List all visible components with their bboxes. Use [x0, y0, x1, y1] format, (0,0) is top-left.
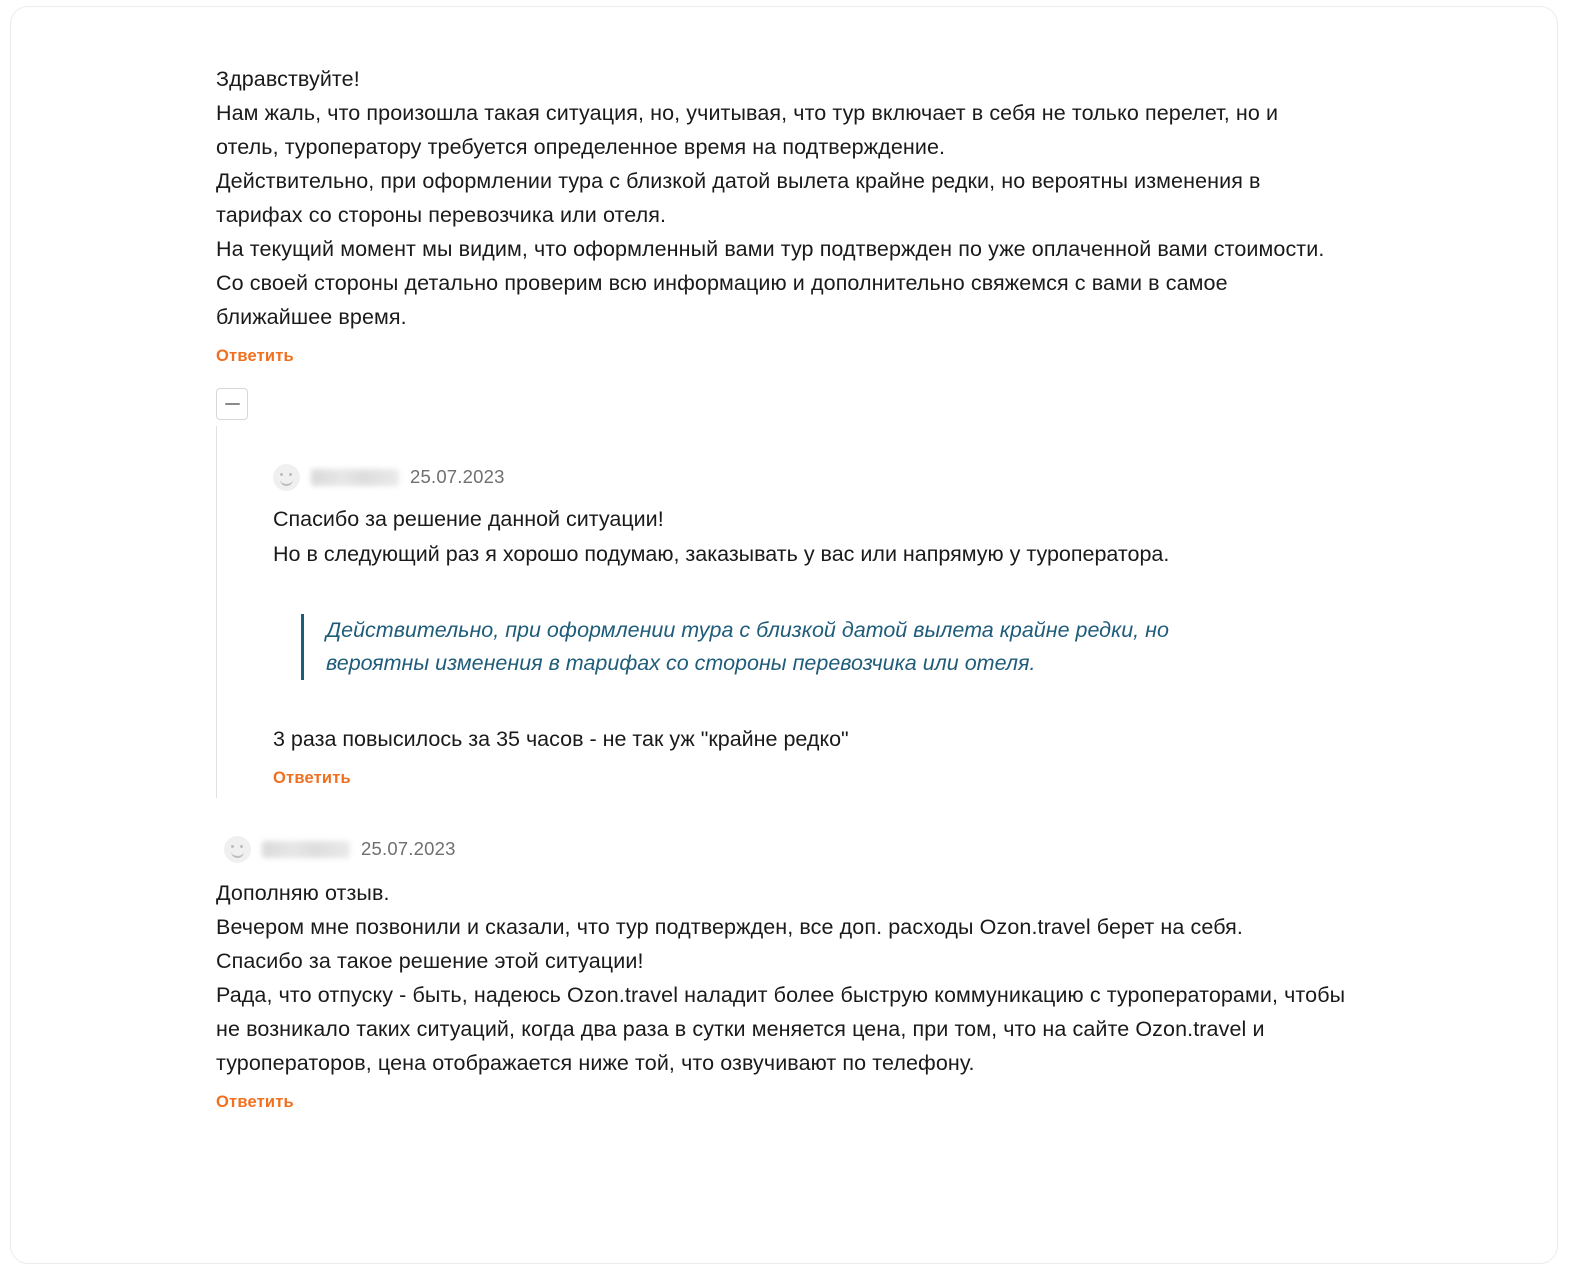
second-comment-text: [216, 876, 1346, 1080]
thread-content: [216, 62, 1346, 1112]
reply-link-second[interactable]: Ответить: [216, 1093, 294, 1111]
smile-mouth-icon: [231, 849, 244, 858]
nested-comment: [273, 426, 1346, 798]
reply-link-nested[interactable]: Ответить: [273, 769, 351, 787]
nested-comment-meta: [273, 462, 1346, 492]
nested-comment-conclusion: 3 раза повысилось за 35 часов - не так уж "крайне редко": [273, 727, 849, 751]
collapse-thread-button[interactable]: [216, 388, 248, 420]
comment-date: 25.07.2023: [410, 466, 505, 487]
review-thread-card: [10, 6, 1558, 1264]
support-reply-paragraph: На текущий момент мы видим, что оформленный вами тур подтвержден по уже оплаченной вами стоимости. Со своей стороны детально проверим всю информацию и дополнительно свяжемся с вами в самое ближайшее время.: [216, 237, 1325, 329]
nested-thread: [216, 426, 1346, 798]
avatar-smiley-icon: [273, 464, 300, 491]
support-reply-paragraph: Действительно, при оформлении тура с близкой датой вылета крайне редки, но вероятны изменения в тарифах со стороны перевозчика или отеля.: [216, 169, 1261, 227]
author-name-redacted: [262, 841, 350, 858]
second-comment-paragraph: Рада, что отпуску - быть, надеюсь Ozon.travel наладит более быструю коммуникацию с туроператорами, чтобы не возникало таких ситуаций, когда два раза в сутки меняется цена, при том, что на сайте Ozon.travel и туроператоров, цена отображается ниже той, что озвучивают по телефону.: [216, 983, 1346, 1075]
second-comment-meta: [224, 834, 1346, 864]
nested-comment-text: [273, 502, 1346, 572]
comment-date: 25.07.2023: [361, 838, 456, 859]
quoted-text: [301, 614, 1291, 680]
quoted-line: вероятны изменения в тарифах со стороны перевозчика или отеля.: [326, 651, 1036, 675]
avatar-smiley-icon: [224, 836, 251, 863]
nested-comment-paragraph: Спасибо за решение данной ситуации!: [273, 507, 664, 531]
support-reply-text: [216, 62, 1346, 334]
second-comment: [216, 834, 1346, 1112]
second-comment-paragraph: Спасибо за такое решение этой ситуации!: [216, 949, 644, 973]
nested-comment-paragraph: Но в следующий раз я хорошо подумаю, заказывать у вас или напрямую у туроператора.: [273, 542, 1170, 566]
author-name-redacted: [311, 469, 399, 486]
second-comment-paragraph: Вечером мне позвонили и сказали, что тур подтвержден, все доп. расходы Ozon.travel берет на себя.: [216, 915, 1243, 939]
support-reply-paragraph: Здравствуйте!: [216, 67, 360, 91]
minus-icon: [225, 403, 240, 405]
reply-link-support[interactable]: Ответить: [216, 347, 294, 365]
second-comment-paragraph: Дополняю отзыв.: [216, 881, 390, 905]
support-reply-paragraph: Нам жаль, что произошла такая ситуация, но, учитывая, что тур включает в себя не только перелет, но и отель, туроператору требуется определенное время на подтверждение.: [216, 101, 1279, 159]
smile-mouth-icon: [280, 477, 293, 486]
quoted-line: Действительно, при оформлении тура с близкой датой вылета крайне редки, но: [326, 618, 1169, 642]
